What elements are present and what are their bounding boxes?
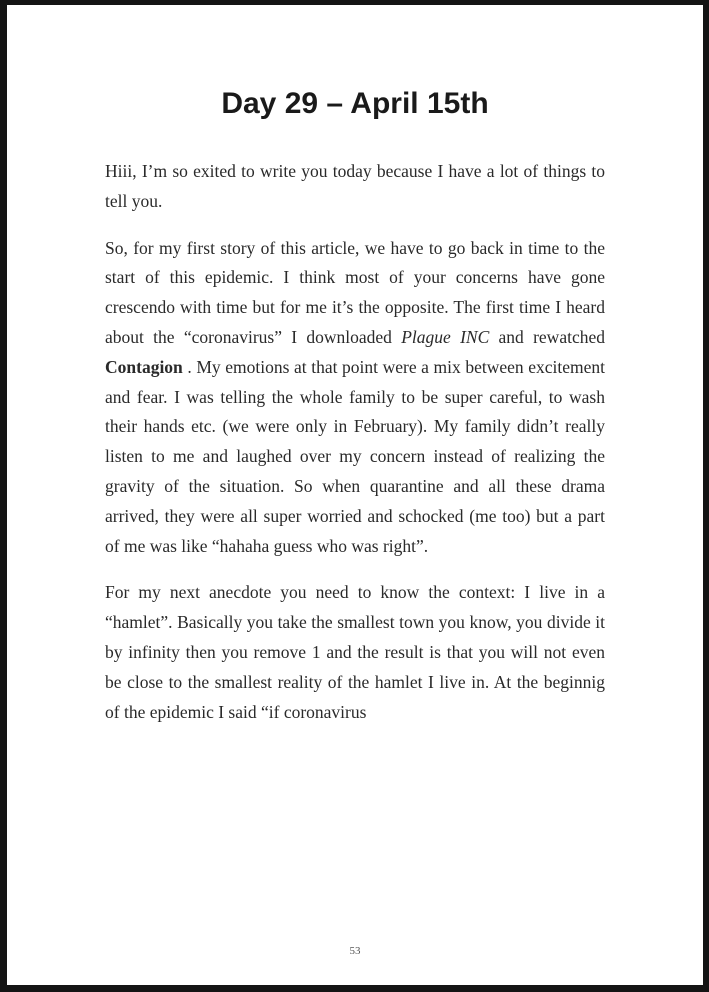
document-page	[7, 5, 703, 985]
page-content	[105, 5, 605, 727]
paragraph-2	[105, 234, 605, 562]
paragraph-2-text: and rewatched	[489, 326, 605, 347]
page-title: Day 29 – April 15th	[221, 87, 489, 120]
paragraph-3: For my next anecdote you need to know the context: I live in a “hamlet”. Basically you take the smallest town you know, you divide it by infinity then you remove 1 and the result is that you will not even be close to the smallest reality of the hamlet I live in. At the beginnig of the epidemic I said “if coronavirus	[105, 582, 605, 722]
paragraph-2-italic-title: Plague INC	[401, 326, 490, 347]
paragraph-2-bold-title: Contagion	[105, 356, 183, 377]
paragraph-2-text: . My emotions at that point were a mix between excitement and fear. I was telling the whole family to be super careful, to wash their hands etc. (we were only in February). My family didn’t really listen to me and laughed over my concern instead of realizing the gravity of the situation. So when quarantine and all these drama arrived, they were all super worried and schocked (me too) but a part of me was like “hahaha guess who was right”.	[105, 356, 605, 556]
paragraph-2-text: So, for my first story of this article, we have to go back in time to the start of this epidemic. I think most of your concerns have gone crescendo with time but for me it’s the opposite. The first time I heard about the “coronavirus” I downloaded	[105, 237, 605, 347]
paragraph-1: Hiii, I’m so exited to write you today because I have a lot of things to tell you.	[105, 161, 605, 211]
page-number: 53	[349, 945, 361, 957]
